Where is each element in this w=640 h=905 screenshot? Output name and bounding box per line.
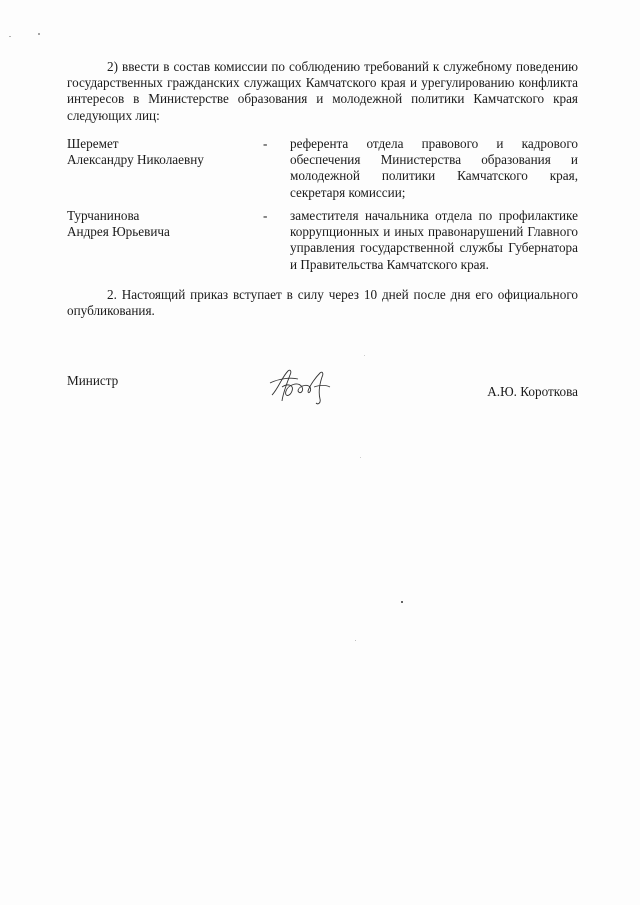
scan-speck [364, 355, 365, 356]
member-surname: Шеремет [67, 136, 119, 151]
scan-speck [38, 33, 40, 35]
signature-block [67, 373, 578, 413]
scan-speck [401, 601, 403, 603]
scan-speck [355, 640, 356, 641]
member-role: референта отдела правового и кадрового обеспечения Министерства образования и молодежной политики Камчатского края, секретаря комиссии; [290, 136, 578, 200]
scan-speck [360, 457, 361, 458]
member-given-names: Александру Николаевну [67, 152, 204, 168]
member-role: заместителя начальника отдела по профилактике коррупционных и иных правонарушений Главного управления государственной службы Губернатора и Правительства Камчатского края. [290, 208, 578, 272]
handwritten-signature-icon [268, 365, 340, 407]
member-dash: - [263, 136, 268, 151]
member-given-names: Андрея Юрьевича [67, 224, 170, 240]
member-dash: - [263, 208, 268, 223]
paragraph-text: 2. Настоящий приказ вступает в силу через 10 дней после дня его официального опубликования. [67, 287, 578, 319]
member-name [67, 136, 257, 168]
paragraph-effective-date [67, 287, 578, 319]
paragraph-commission-composition [67, 59, 578, 124]
signatory-title: Министр [67, 373, 119, 388]
signatory-name: А.Ю. Короткова [487, 384, 578, 399]
member-surname: Турчанинова [67, 208, 140, 223]
member-name [67, 208, 257, 240]
scan-speck [9, 36, 11, 37]
paragraph-text: 2) ввести в состав комиссии по соблюдению требований к служебному поведению государственных гражданских служащих Камчатского края и урегулированию конфликта интересов в Министерстве образования и молодежной политики Камчатского края следующих лиц: [67, 59, 578, 123]
